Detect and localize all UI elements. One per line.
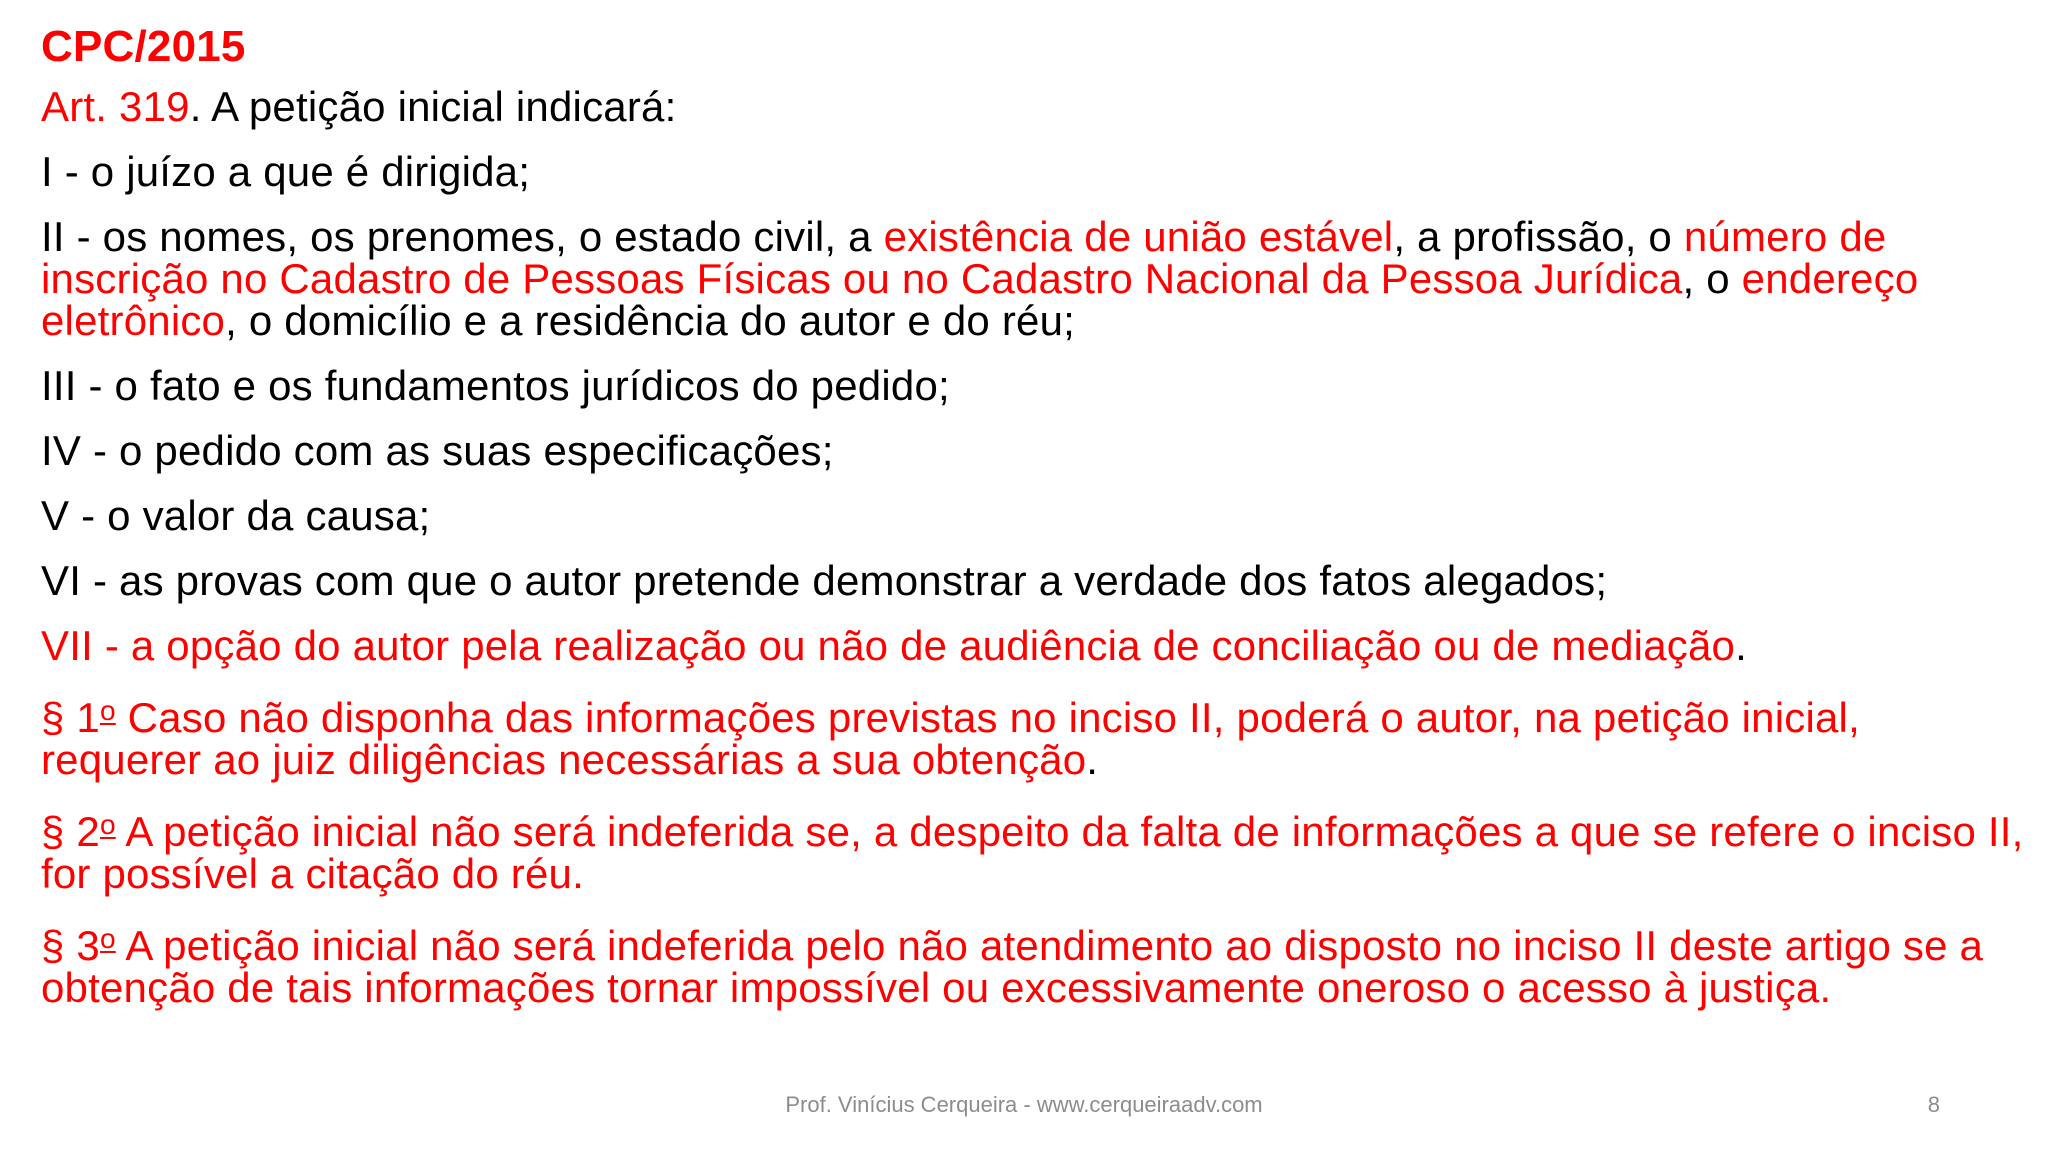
item-vii-end: . <box>1735 622 1747 669</box>
page-number: 8 <box>1927 1092 1940 1117</box>
paragraph-3-number: § 3 <box>41 922 100 969</box>
paragraph-2 <box>41 804 2031 895</box>
item-iv: IV - o pedido com as suas especificações; <box>41 427 834 474</box>
item-ii-highlight-union: existência de união estável <box>883 213 1394 260</box>
paragraph-3 <box>41 918 2031 1009</box>
article-intro: . A petição inicial indicará: <box>189 83 677 130</box>
item-ii-highlight-registration: número de inscrição no Cadastro de Pessoas Físicas ou no Cadastro Nacional da Pessoa Jurídica <box>41 213 1887 302</box>
paragraph-1-text: Caso não disponha das informações previstas no inciso II, poderá o autor, na petição inicial, requerer ao juiz diligências necessárias a sua obtenção <box>41 694 1860 783</box>
item-vi: VI - as provas com que o autor pretende demonstrar a verdade dos fatos alegados; <box>41 557 1608 604</box>
paragraph-1-number: § 1 <box>41 694 100 741</box>
item-i: I - o juízo a que é dirigida; <box>41 148 531 195</box>
item-vii <box>41 622 2031 669</box>
article-header <box>41 83 2031 130</box>
item-ii-part-g: , o domicílio e a residência do autor e do réu; <box>225 297 1076 344</box>
article-reference: Art. 319 <box>41 83 190 130</box>
paragraph-1-end: . <box>1086 736 1099 783</box>
item-iii: III - o fato e os fundamentos jurídicos do pedido; <box>41 362 950 409</box>
paragraph-3-ordinal: o <box>100 923 116 954</box>
item-ii-part-e: , o <box>1682 255 1742 302</box>
item-v: V - o valor da causa; <box>41 492 431 539</box>
item-ii <box>41 213 2031 344</box>
slide-title: CPC/2015 <box>41 22 246 71</box>
item-ii-part-a: II - os nomes, os prenomes, o estado civil, a <box>41 213 884 260</box>
paragraph-2-text: A petição inicial não será indeferida se, a despeito da falta de informações a que se refere o inciso II, for possível a citação do réu. <box>41 808 2024 897</box>
item-vii-text: VII - a opção do autor pela realização ou não de audiência de conciliação ou de mediação <box>41 622 1736 669</box>
item-ii-part-c: , a profissão, o <box>1393 213 1684 260</box>
paragraph-1-ordinal: o <box>100 695 116 726</box>
paragraph-2-number: § 2 <box>41 808 100 855</box>
slide-content <box>41 22 2031 1032</box>
footer-text: Prof. Vinícius Cerqueira - www.cerqueiraadv.com <box>785 1092 1263 1117</box>
paragraph-1 <box>41 690 2031 781</box>
paragraph-2-ordinal: o <box>100 809 116 840</box>
paragraph-3-text: A petição inicial não será indeferida pelo não atendimento ao disposto no inciso II deste artigo se a obtenção de tais informações tornar impossível ou excessivamente oneroso o acesso à justiça. <box>41 922 1984 1011</box>
item-ii-highlight-email: endereço eletrônico <box>41 255 1919 344</box>
